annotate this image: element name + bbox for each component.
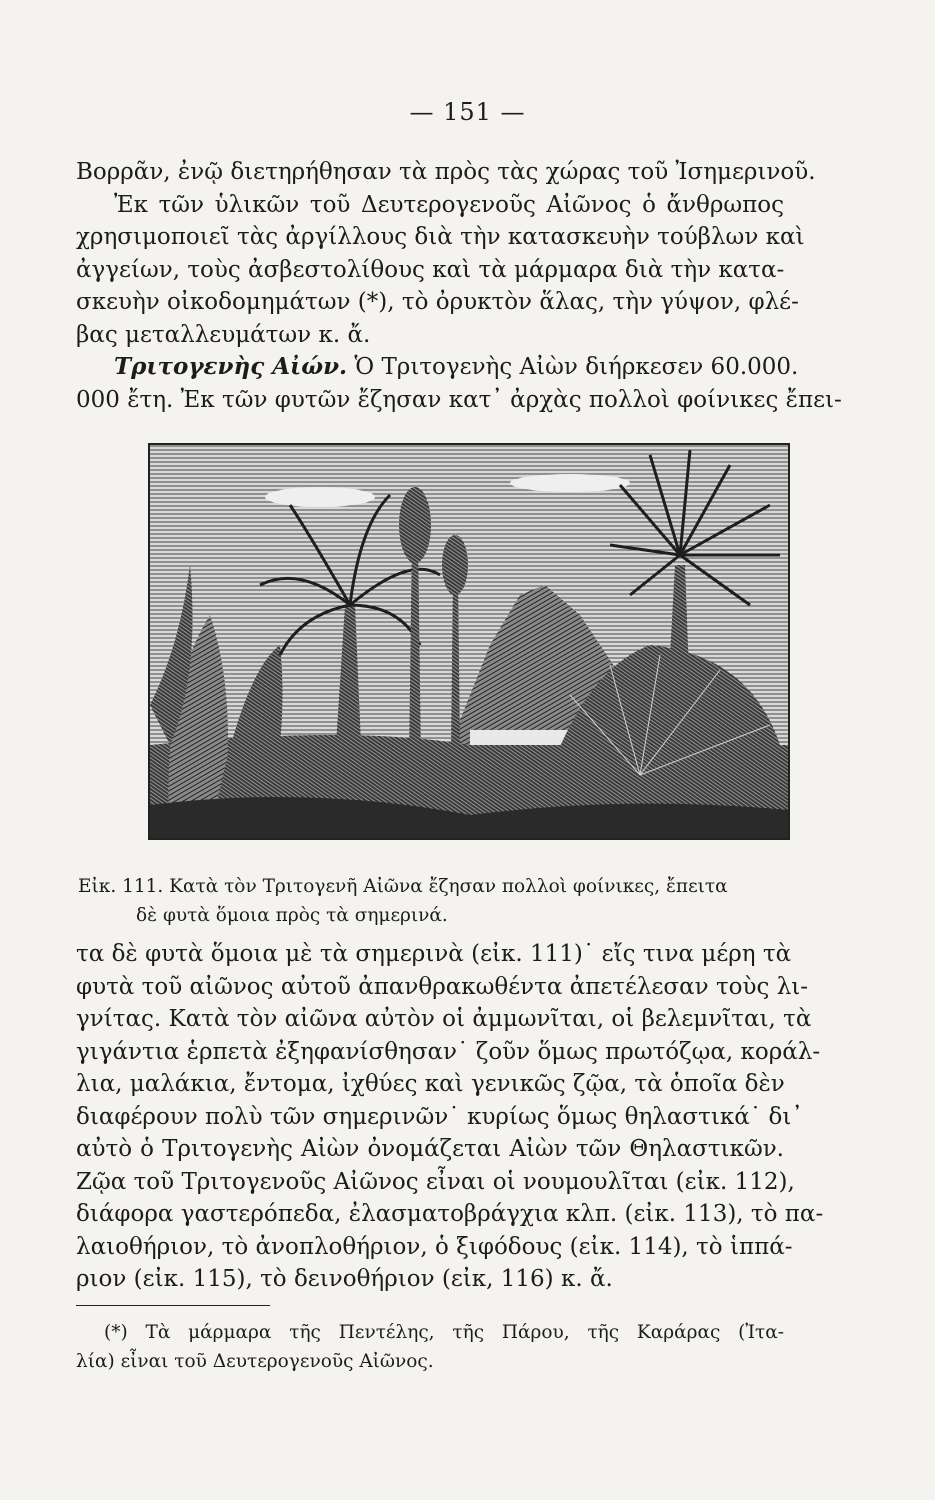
text-line: σκευὴν οἰκοδομημάτων (*), τὸ ὀρυκτὸν ἅλας, τὴν γύψον, φλέ- — [76, 289, 799, 315]
heading-continuation: Ὁ Τριτογενὴς Αἰὼν διήρκεσεν 60.000. — [354, 354, 799, 380]
body-paragraph — [76, 938, 824, 1296]
text-line: γιγάντια ἑρπετὰ ἐξηφανίσθησαν˙ ζοῦν ὅμως πρωτόζῳα, κοράλ- — [76, 1038, 821, 1065]
text-line: φυτὰ τοῦ αἰῶνος αὐτοῦ ἀπανθρακωθέντα ἀπετέλεσαν τοὺς λι- — [76, 973, 809, 1000]
figure-caption — [78, 872, 788, 930]
text-line: διαφέρουν πολὺ τῶν σημερινῶν˙ κυρίως ὅμως θηλαστικά˙ δι᾽ — [76, 1103, 803, 1130]
text-line: βας μεταλλευμάτων κ. ἄ. — [76, 321, 371, 348]
text-line: 000 ἔτη. Ἐκ τῶν φυτῶν ἔζησαν κατ᾽ ἀρχὰς πολλοὶ φοίνικες ἔπει- — [76, 386, 842, 413]
text-line: λαιοθήριον, τὸ ἀνοπλοθήριον, ὁ ξιφόδους (εἰκ. 114), τὸ ἱππά- — [76, 1233, 793, 1260]
text-line: τα δὲ φυτὰ ὅμοια μὲ τὰ σημερινὰ (εἰκ. 111)˙ εἴς τινα μέρη τὰ — [76, 941, 792, 967]
caption-line: δὲ φυτὰ ὅμοια πρὸς τὰ σημερινά. — [136, 905, 448, 926]
section-heading: Τριτογενὴς Αἰών. — [114, 353, 348, 380]
text-line: Βορρᾶν, ἐνῷ διετηρήθησαν τὰ πρὸς τὰς χώρας τοῦ Ἰσημερινοῦ. — [76, 159, 816, 185]
footnote-line: (*) Τὰ μάρμαρα τῆς Πεντέλης, τῆς Πάρου, τῆς Καράρας (Ἰτα- — [104, 1322, 784, 1343]
footnote — [76, 1318, 784, 1376]
text-line: αὐτὸ ὁ Τριτογενὴς Αἰὼν ὀνομάζεται Αἰὼν τῶν Θηλαστικῶν. — [76, 1136, 784, 1162]
text-line: διάφορα γαστερόπεδα, ἐλασματοβράγχια κλπ. (εἰκ. 113), τὸ πα- — [76, 1201, 824, 1227]
page-number: — 151 — — [409, 98, 526, 126]
footnote-line: λία) εἶναι τοῦ Δευτερογενοῦς Αἰῶνος. — [76, 1351, 434, 1372]
text-line: ἀγγείων, τοὺς ἀσβεστολίθους καὶ τὰ μάρμαρα διὰ τὴν κατα- — [76, 256, 785, 283]
text-line: Ἐκ τῶν ὑλικῶν τοῦ Δευτερογενοῦς Αἰῶνος ὁ ἄνθρωπος — [114, 191, 784, 218]
text-line: λια, μαλάκια, ἔντομα, ἰχθύες καὶ γενικῶς ζῷα, τὰ ὁποῖα δὲν — [76, 1071, 785, 1097]
top-paragraph — [76, 156, 842, 416]
text-line: Ζῷα τοῦ Τριτογενοῦς Αἰῶνος εἶναι οἱ νουμουλῖται (εἰκ. 112), — [76, 1168, 795, 1195]
figure-engraving — [148, 443, 790, 840]
footnote-divider — [76, 1305, 270, 1306]
caption-line: Εἰκ. 111. Κατὰ τὸν Τριτογενῆ Αἰῶνα ἔζησαν πολλοὶ φοίνικες, ἔπειτα — [78, 876, 728, 897]
text-line: γνίτας. Κατὰ τὸν αἰῶνα αὐτὸν οἱ ἀμμωνῖται, οἱ βελεμνῖται, τὰ — [76, 1006, 812, 1032]
text-line: χρησιμοποιεῖ τὰς ἀργίλλους διὰ τὴν κατασκευὴν τούβλων καὶ — [76, 224, 805, 250]
engraving-landscape-palms-mountain-icon — [150, 445, 788, 838]
section-heading-line — [76, 351, 799, 384]
text-line: ριον (εἰκ. 115), τὸ δεινοθήριον (εἰκ, 116) κ. ἄ. — [76, 1266, 613, 1292]
